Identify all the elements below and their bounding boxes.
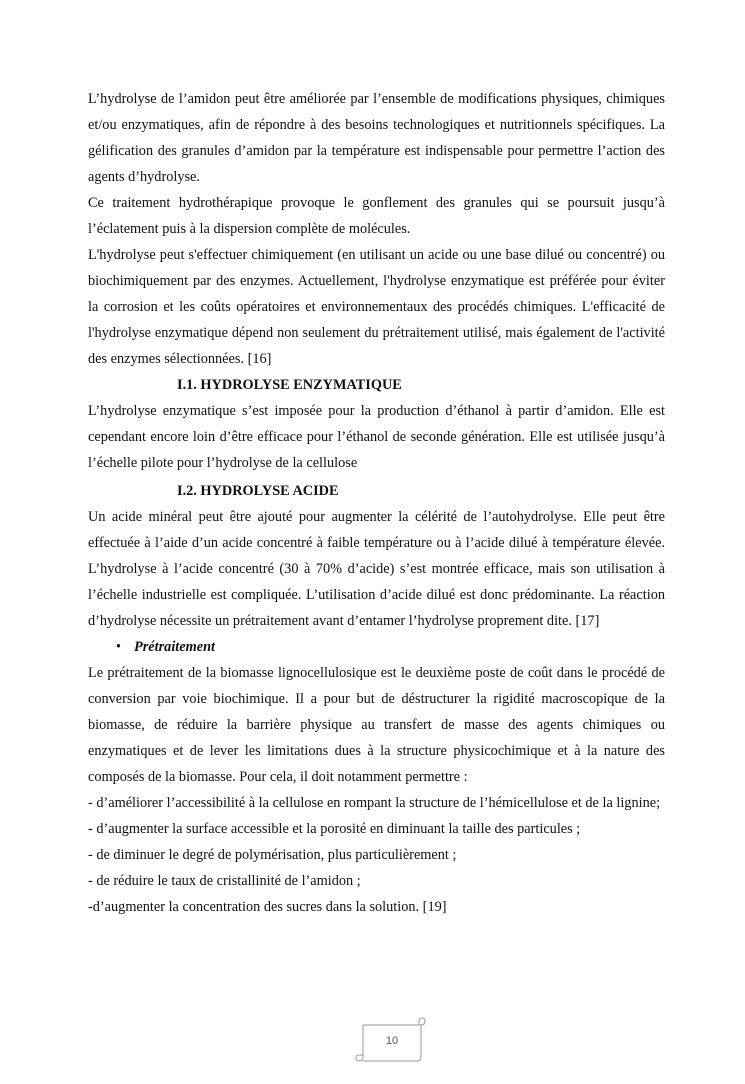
paragraph-hydrolysis-methods: L'hydrolyse peut s'effectuer chimiquement (en utilisant un acide ou une base dilué ou concentré) ou biochimiquement par des enzymes. Actuellement, l'hydrolyse enzymatique est préférée pour éviter la corrosion et les coûts opératoires et environnementaux des procédés chimiques. L'efficacité de l'hydrolyse enzymatique dépend non seulement du prétraitement utilisé, mais également de l'activité des enzymes sélectionnées. [16] <box>88 247 665 367</box>
list-item: - de réduire le taux de cristallinité de l’amidon ; <box>88 873 361 889</box>
paragraph-intro: L’hydrolyse de l’amidon peut être améliorée par l’ensemble de modifications physiques, chimiques et/ou enzymatiques, afin de répondre à des besoins technologiques et nutritionnels spécifiques. La gélification des granules d’amidon par la température est indispensable pour permettre l’action des agents d’hydrolyse. <box>88 91 665 185</box>
list-item: - d’améliorer l’accessibilité à la cellulose en rompant la structure de l’hémicellulose et de la lignine; <box>88 795 661 811</box>
paragraph-treatment: Ce traitement hydrothérapique provoque le gonflement des granules qui se poursuit jusqu’à l’éclatement puis à la dispersion complète de molécules. <box>88 195 665 237</box>
bullet-pretreatment <box>88 634 665 660</box>
document-body <box>88 86 665 920</box>
page-footer <box>355 1017 429 1067</box>
list-item: -d’augmenter la concentration des sucres dans la solution. [19] <box>88 899 447 915</box>
bullet-icon: • <box>116 639 122 655</box>
list-item: - de diminuer le degré de polymérisation, plus particulièrement ; <box>88 847 457 863</box>
paragraph-enzymatic: L’hydrolyse enzymatique s’est imposée pour la production d’éthanol à partir d’amidon. Elle est cependant encore loin d’être efficace pour l’éthanol de seconde génération. Elle est utilisée jusqu’à l’échelle pilote pour l’hydrolyse de la cellulose <box>88 403 665 471</box>
paragraph-acid: Un acide minéral peut être ajouté pour augmenter la célérité de l’autohydrolyse. Elle peut être effectuée à l’aide d’un acide concentré à faible température ou à l’acide dilué à température élevée. L’hydrolyse à l’acide concentré (30 à 70% d’acide) s’est montrée efficace, mais son utilisation à l’échelle industrielle est compliquée. L’utilisation d’acide dilué est donc prédominante. La réaction d’hydrolyse nécessite un prétraitement avant d’entamer l’hydrolyse proprement dite. [17] <box>88 509 665 629</box>
bullet-label: Prétraitement <box>134 639 216 655</box>
paragraph-pretreatment: Le prétraitement de la biomasse lignocellulosique est le deuxième poste de coût dans le procédé de conversion par voie biochimique. Il a pour but de déstructurer la rigidité macroscopique de la biomasse, de réduire la barrière physique au transfert de masse des agents chimiques ou enzymatiques et de lever les limitations dues à la structure physicochimique et à la nature des composés de la biomasse. Pour cela, il doit notamment permettre : <box>88 665 665 785</box>
heading-acid-hydrolysis: I.2. HYDROLYSE ACIDE <box>177 483 339 499</box>
heading-enzymatic-hydrolysis: I.1. HYDROLYSE ENZYMATIQUE <box>177 377 402 393</box>
list-item: - d’augmenter la surface accessible et la porosité en diminuant la taille des particules ; <box>88 821 581 837</box>
page-number: 10 <box>385 1035 399 1047</box>
